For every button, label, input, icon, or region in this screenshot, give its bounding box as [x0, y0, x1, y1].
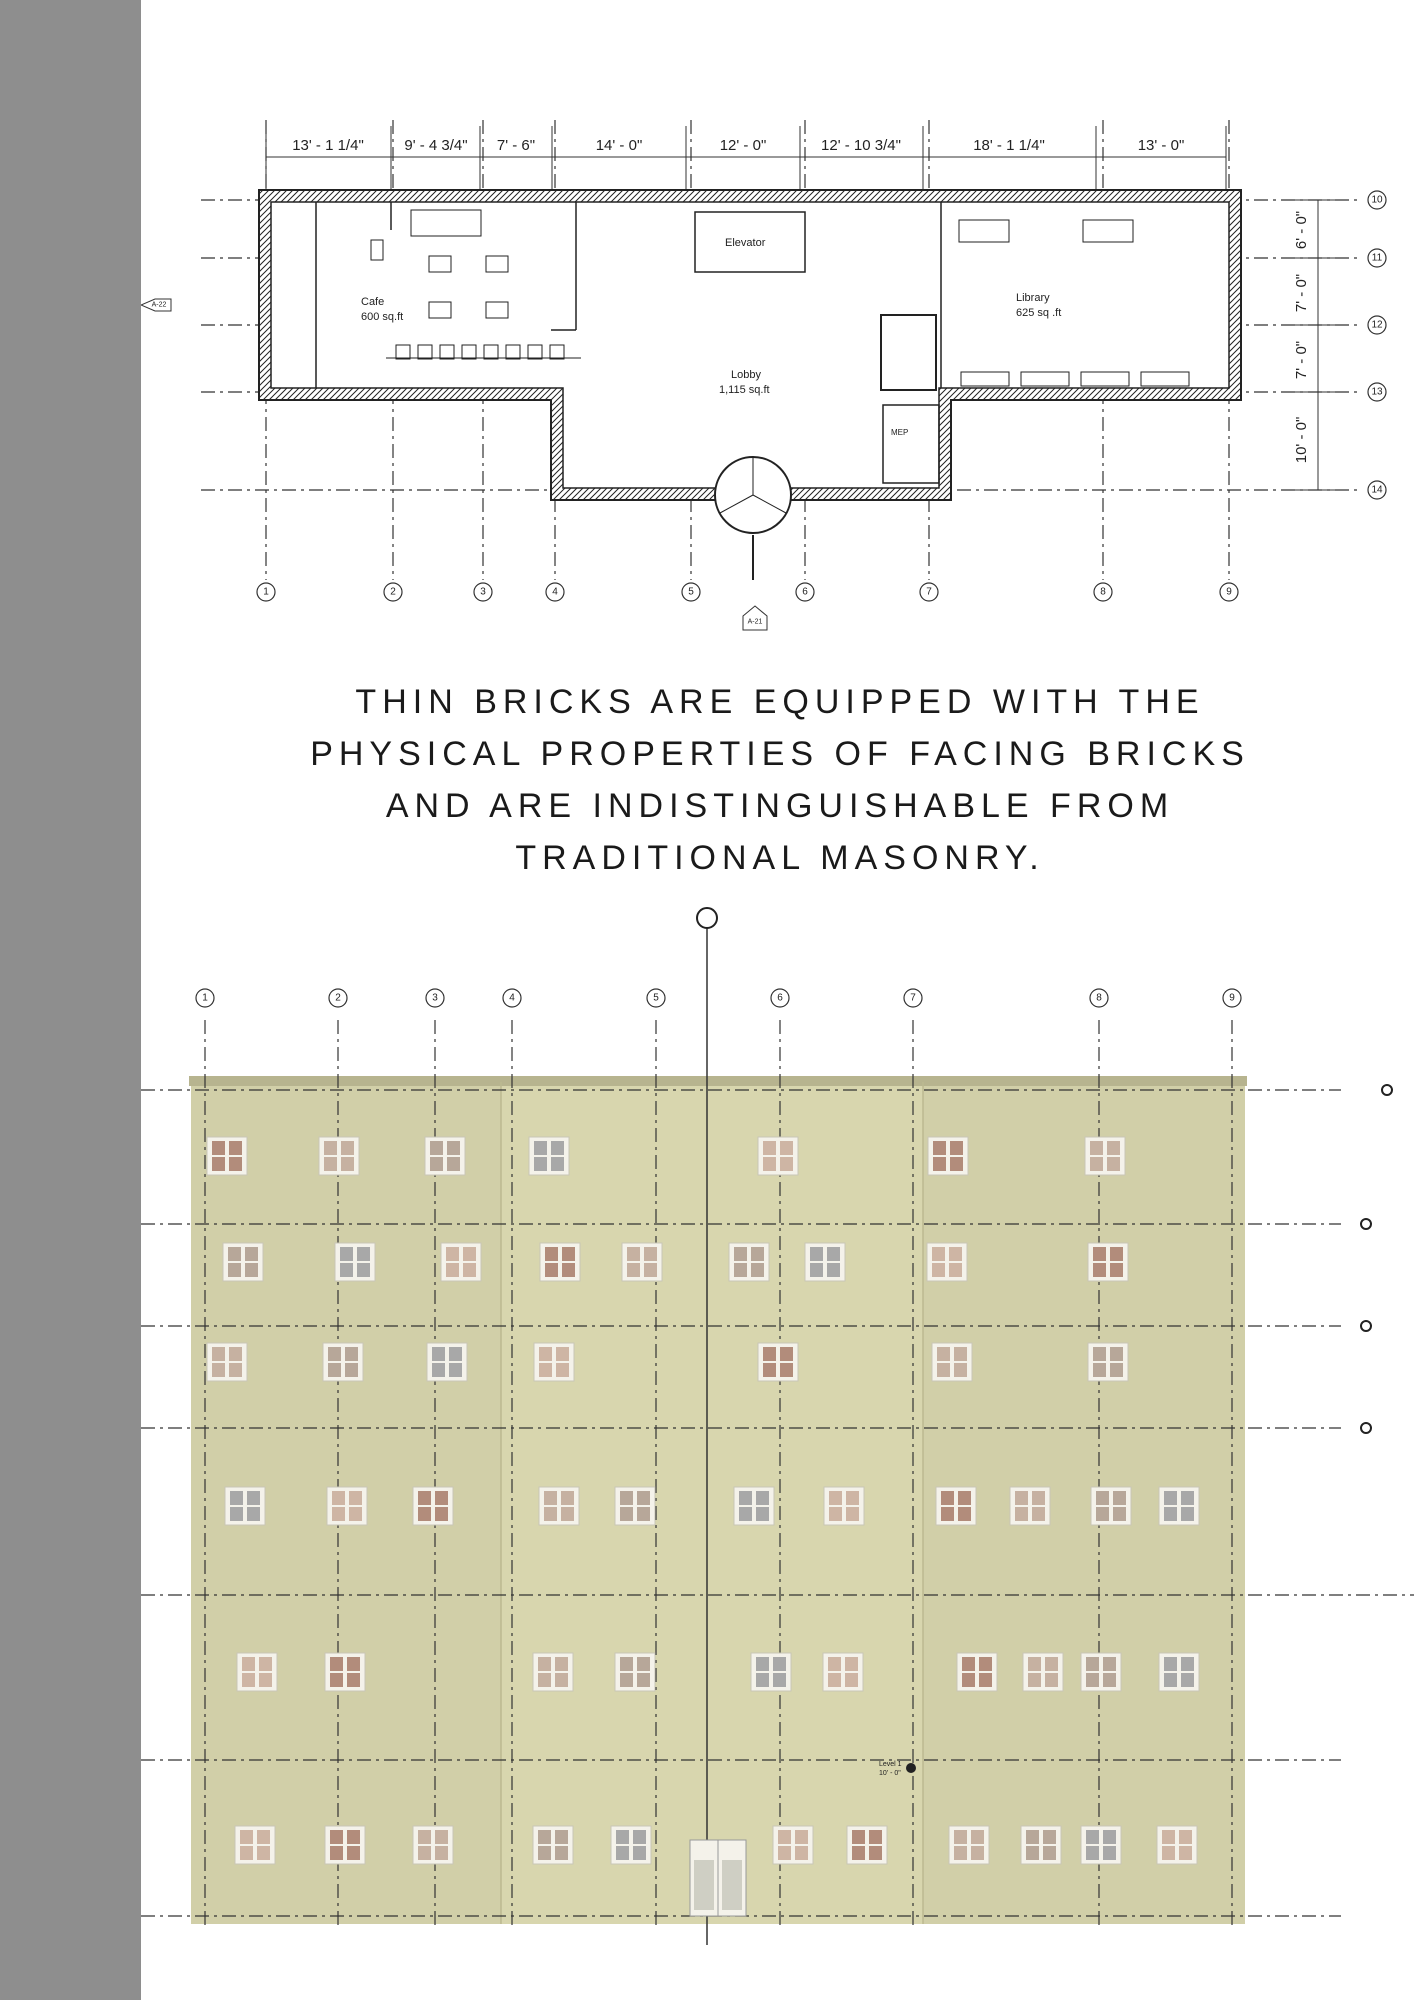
svg-text:11: 11: [1371, 252, 1383, 264]
svg-text:4: 4: [552, 586, 558, 598]
level-elevation: 10' - 0": [879, 1770, 901, 1777]
room-name-library: Library: [1016, 292, 1050, 304]
room-area-lobby: 1,115 sq.ft: [719, 384, 770, 396]
window: [927, 1243, 967, 1281]
window: [773, 1826, 813, 1864]
entrance-door: [690, 1840, 746, 1916]
grid-bubble: [904, 989, 922, 1007]
window: [534, 1343, 574, 1381]
window: [533, 1826, 573, 1864]
window: [758, 1137, 798, 1175]
window: [729, 1243, 769, 1281]
room-name-elevator: Elevator: [725, 237, 766, 249]
window: [1159, 1653, 1199, 1691]
grid-bubble: [196, 989, 214, 1007]
window: [1023, 1653, 1063, 1691]
dim-label: 13' - 1 1/4": [292, 137, 364, 154]
floor-plan: [141, 90, 1414, 650]
grid-bubble: [1094, 583, 1112, 601]
window: [936, 1487, 976, 1525]
window: [335, 1243, 375, 1281]
caption-line: PHYSICAL PROPERTIES OF FACING BRICKS: [310, 735, 1250, 773]
level-tag: Level 1: [879, 1761, 902, 1768]
window: [207, 1137, 247, 1175]
room-area-cafe: 600 sq.ft: [361, 311, 404, 323]
grid-bubble: [426, 989, 444, 1007]
svg-text:10: 10: [1371, 194, 1383, 206]
grid-bubble: [647, 989, 665, 1007]
window: [323, 1343, 363, 1381]
window: [615, 1653, 655, 1691]
parapet: [189, 1076, 1247, 1086]
dim-label: 18' - 1 1/4": [973, 137, 1045, 154]
svg-text:7: 7: [910, 992, 916, 1004]
grid-bubble: [920, 583, 938, 601]
dim-label: 12' - 0": [719, 137, 767, 154]
svg-text:2: 2: [390, 586, 396, 598]
grid-bubble: [503, 989, 521, 1007]
svg-text:4: 4: [509, 992, 515, 1004]
window: [223, 1243, 263, 1281]
grid-bubble: [682, 583, 700, 601]
dim-label: 7' - 6": [496, 137, 536, 154]
window: [235, 1826, 275, 1864]
plan-row-bubbles: [1368, 191, 1386, 499]
dimension-chain: [266, 126, 1226, 190]
grid-bubble: [1220, 583, 1238, 601]
elevation-column-bubbles: [196, 989, 1241, 1007]
svg-text:13: 13: [1371, 386, 1383, 398]
dim-label: 13' - 0": [1137, 137, 1185, 154]
sidebar-strip: [0, 0, 141, 2000]
grid-bubble: [546, 583, 564, 601]
caption-line: AND ARE INDISTINGUISHABLE FROM: [385, 787, 1175, 825]
caption-line: TRADITIONAL MASONRY.: [515, 839, 1045, 877]
window: [319, 1137, 359, 1175]
room-name-mep: MEP: [891, 428, 909, 437]
dim-label: 12' - 10 3/4": [821, 137, 901, 154]
grid-bubble: [257, 583, 275, 601]
window: [540, 1243, 580, 1281]
svg-text:12: 12: [1371, 319, 1383, 331]
svg-text:2: 2: [335, 992, 341, 1004]
window: [823, 1653, 863, 1691]
window: [824, 1487, 864, 1525]
window: [734, 1487, 774, 1525]
svg-text:6: 6: [802, 586, 808, 598]
grid-bubble: [1368, 249, 1386, 267]
window: [805, 1243, 845, 1281]
window: [427, 1343, 467, 1381]
section-tag: [141, 299, 171, 311]
plan-column-bubbles: [257, 583, 1238, 601]
svg-text:5: 5: [688, 586, 694, 598]
window: [611, 1826, 651, 1864]
entrance-revolving-door: [715, 457, 791, 580]
room-name-lobby: Lobby: [731, 369, 761, 381]
window: [847, 1826, 887, 1864]
window: [207, 1343, 247, 1381]
right-dimension-chain: [1291, 200, 1341, 490]
window: [539, 1487, 579, 1525]
svg-text:3: 3: [432, 992, 438, 1004]
level-head-icon: [1382, 1085, 1392, 1095]
window: [413, 1826, 453, 1864]
window: [1159, 1487, 1199, 1525]
window: [932, 1343, 972, 1381]
window: [957, 1653, 997, 1691]
svg-text:8: 8: [1100, 586, 1106, 598]
dim-label: 9' - 4 3/4": [404, 137, 468, 154]
window: [1081, 1826, 1121, 1864]
window: [425, 1137, 465, 1175]
grid-bubble: [796, 583, 814, 601]
svg-text:7: 7: [926, 586, 932, 598]
grid-bubble: [771, 989, 789, 1007]
svg-text:9: 9: [1229, 992, 1235, 1004]
window: [758, 1343, 798, 1381]
level-head-icon: [1361, 1321, 1371, 1331]
svg-text:8: 8: [1096, 992, 1102, 1004]
grid-bubble: [1368, 481, 1386, 499]
svg-text:1: 1: [263, 586, 269, 598]
dim-label: 7' - 0": [1293, 340, 1310, 380]
window: [325, 1653, 365, 1691]
section-tag: [743, 606, 767, 630]
grid-bubble: [384, 583, 402, 601]
grid-bubble: [1223, 989, 1241, 1007]
window: [615, 1487, 655, 1525]
grid-bubble: [474, 583, 492, 601]
svg-text:3: 3: [480, 586, 486, 598]
level-head-icon: [1361, 1219, 1371, 1229]
svg-text:14: 14: [1371, 484, 1383, 496]
window: [533, 1653, 573, 1691]
window: [325, 1826, 365, 1864]
dim-label: 7' - 0": [1293, 273, 1310, 313]
grid-bubble: [1368, 383, 1386, 401]
window: [441, 1243, 481, 1281]
building-elevation: [141, 900, 1414, 1950]
window: [622, 1243, 662, 1281]
svg-text:1: 1: [202, 992, 208, 1004]
room-area-library: 625 sq .ft: [1016, 307, 1062, 319]
level-head-icon: [1361, 1423, 1371, 1433]
window: [1085, 1137, 1125, 1175]
grid-bubble: [1368, 191, 1386, 209]
window: [1010, 1487, 1050, 1525]
grid-bubble: [1090, 989, 1108, 1007]
window: [529, 1137, 569, 1175]
svg-text:5: 5: [653, 992, 659, 1004]
window: [1088, 1343, 1128, 1381]
window: [1088, 1243, 1128, 1281]
dim-label: 10' - 0": [1293, 416, 1310, 464]
window: [1091, 1487, 1131, 1525]
dim-label: 6' - 0": [1293, 210, 1310, 250]
caption-text: [240, 676, 1320, 884]
dim-label: 14' - 0": [595, 137, 643, 154]
window: [949, 1826, 989, 1864]
window: [327, 1487, 367, 1525]
window: [1157, 1826, 1197, 1864]
svg-text:A-21: A-21: [747, 618, 763, 626]
window: [751, 1653, 791, 1691]
caption-line: THIN BRICKS ARE EQUIPPED WITH THE: [355, 683, 1205, 721]
svg-text:9: 9: [1226, 586, 1232, 598]
room-name-cafe: Cafe: [361, 296, 385, 308]
window: [1081, 1653, 1121, 1691]
window: [413, 1487, 453, 1525]
window: [928, 1137, 968, 1175]
window: [1021, 1826, 1061, 1864]
svg-text:A-22: A-22: [151, 301, 167, 309]
svg-text:6: 6: [777, 992, 783, 1004]
grid-bubble: [1368, 316, 1386, 334]
window: [225, 1487, 265, 1525]
window: [237, 1653, 277, 1691]
grid-bubble: [329, 989, 347, 1007]
